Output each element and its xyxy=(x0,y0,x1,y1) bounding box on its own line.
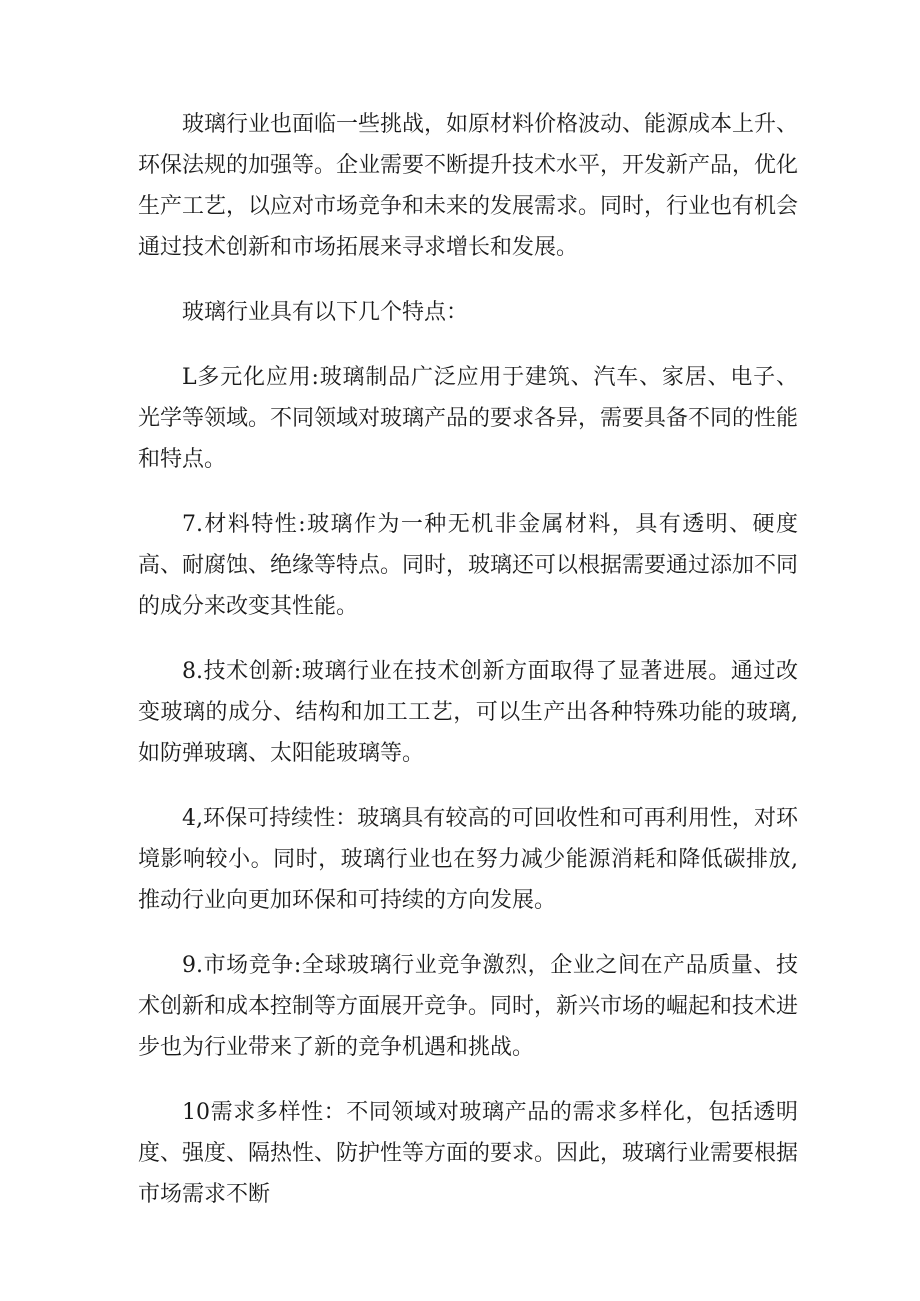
paragraph-features-intro: 玻璃行业具有以下几个特点： xyxy=(182,300,469,325)
paragraph-feature-applications: L多元化应用:玻璃制品广泛应用于建筑、汽车、家居、电子、光学等领域。不同领域对玻璃产品的要求各异，需要具备不同的性能和特点。 xyxy=(138,365,799,472)
paragraph-feature-demand: 10需求多样性：不同领域对玻璃产品的需求多样化，包括透明度、强度、隔热性、防护性等方面的要求。因此，玻璃行业需要根据市场需求不断 xyxy=(138,1100,799,1207)
paragraph-feature-innovation: 8.技术创新:玻璃行业在技术创新方面取得了显著进展。通过改变玻璃的成分、结构和加工工艺，可以生产出各种特殊功能的玻璃,如防弹玻璃、太阳能玻璃等。 xyxy=(138,659,798,766)
paragraph-challenges: 玻璃行业也面临一些挑战，如原材料价格波动、能源成本上升、环保法规的加强等。企业需要不断提升技术水平，开发新产品，优化生产工艺，以应对市场竞争和未来的发展需求。同时，行业也有机会通过技术创新和市场拓展来寻求增长和发展。 xyxy=(138,112,799,260)
paragraph-feature-competition: 9.市场竞争:全球玻璃行业竞争激烈，企业之间在产品质量、技术创新和成本控制等方面展开竞争。同时，新兴市场的崛起和技术进步也为行业带来了新的竞争机遇和挑战。 xyxy=(138,953,799,1060)
document-body xyxy=(138,104,798,1239)
paragraph-feature-material: 7.材料特性:玻璃作为一种无机非金属材料，具有透明、硬度高、耐腐蚀、绝缘等特点。同时，玻璃还可以根据需要通过添加不同的成分来改变其性能。 xyxy=(138,512,799,619)
paragraph-feature-sustainability: 4,环保可持续性：玻璃具有较高的可回收性和可再利用性，对环境影响较小。同时，玻璃行业也在努力减少能源消耗和降低碳排放,推动行业向更加环保和可持续的方向发展。 xyxy=(138,806,798,913)
